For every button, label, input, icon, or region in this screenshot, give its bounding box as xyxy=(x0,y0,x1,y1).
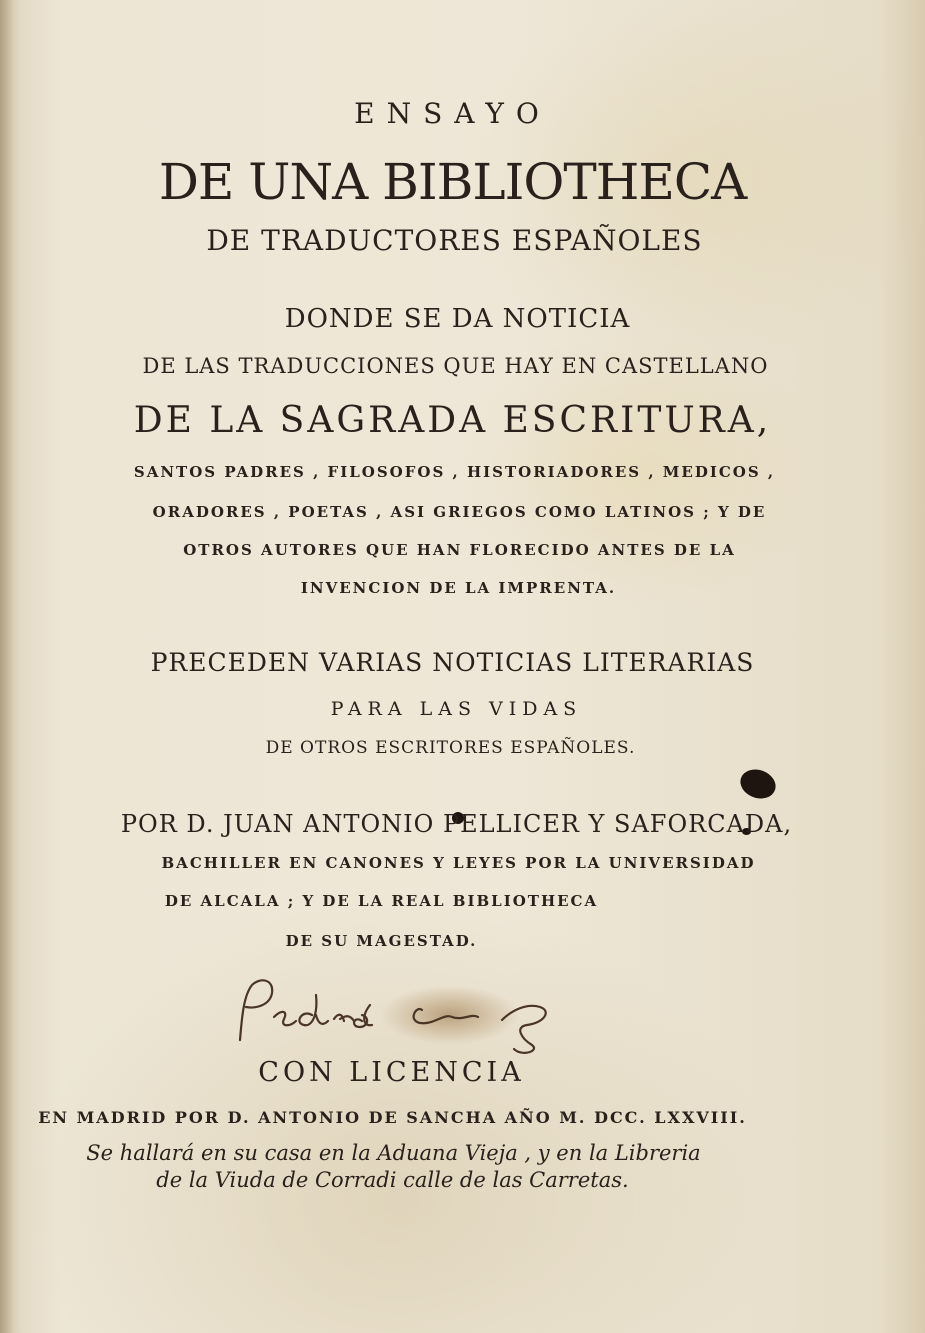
bookseller-line-1: Se hallará en su casa en la Aduana Vieja , y en la Libreria xyxy=(86,1141,701,1165)
preceden-line: PRECEDEN VARIAS NOTICIAS LITERARIAS xyxy=(150,648,755,677)
bookseller-line-2: de la Viuda de Corradi calle de las Carretas. xyxy=(156,1168,629,1192)
title-line-main: DE UNA BIBLIOTHECA xyxy=(158,153,747,211)
subtitle-line-traducciones: DE LAS TRADUCCIONES QUE HAY EN CASTELLANO xyxy=(142,354,769,378)
author-credentials-line-2: DE ALCALA ; Y DE LA REAL BIBLIOTHECA xyxy=(164,892,599,910)
title-line-traductores: DE TRADUCTORES ESPAÑOLES xyxy=(206,224,703,257)
author-credentials-line-3: DE SU MAGESTAD. xyxy=(285,932,478,950)
subject-line-1: SANTOS PADRES , FILOSOFOS , HISTORIADORES , MEDICOS , xyxy=(133,463,776,481)
subtitle-line-sagrada: DE LA SAGRADA ESCRITURA, xyxy=(133,400,772,441)
imprint-line: EN MADRID POR D. ANTONIO DE SANCHA AÑO M. DCC. LXXVIII. xyxy=(38,1108,747,1127)
para-las-vidas-line: PARA LAS VIDAS xyxy=(330,698,583,720)
subject-line-3: OTROS AUTORES QUE HAN FLORECIDO ANTES DE LA xyxy=(183,541,736,559)
handwritten-signature xyxy=(222,965,572,1065)
subject-line-2: ORADORES , POETAS , ASI GRIEGOS COMO LATINOS ; Y DE xyxy=(152,503,767,521)
title-line-ensayo: ENSAYO xyxy=(354,97,551,130)
subject-line-4: INVENCION DE LA IMPRENTA. xyxy=(300,579,617,597)
con-licencia-line: CON LICENCIA xyxy=(258,1057,525,1088)
subtitle-line-noticia: DONDE SE DA NOTICIA xyxy=(284,304,631,334)
author-credentials-line-1: BACHILLER EN CANONES Y LEYES POR LA UNIVERSIDAD xyxy=(161,854,756,872)
ink-blot xyxy=(736,765,779,804)
author-line: POR D. JUAN ANTONIO PELLICER Y SAFORCADA, xyxy=(120,810,793,838)
escritores-line: DE OTROS ESCRITORES ESPAÑOLES. xyxy=(265,738,636,758)
